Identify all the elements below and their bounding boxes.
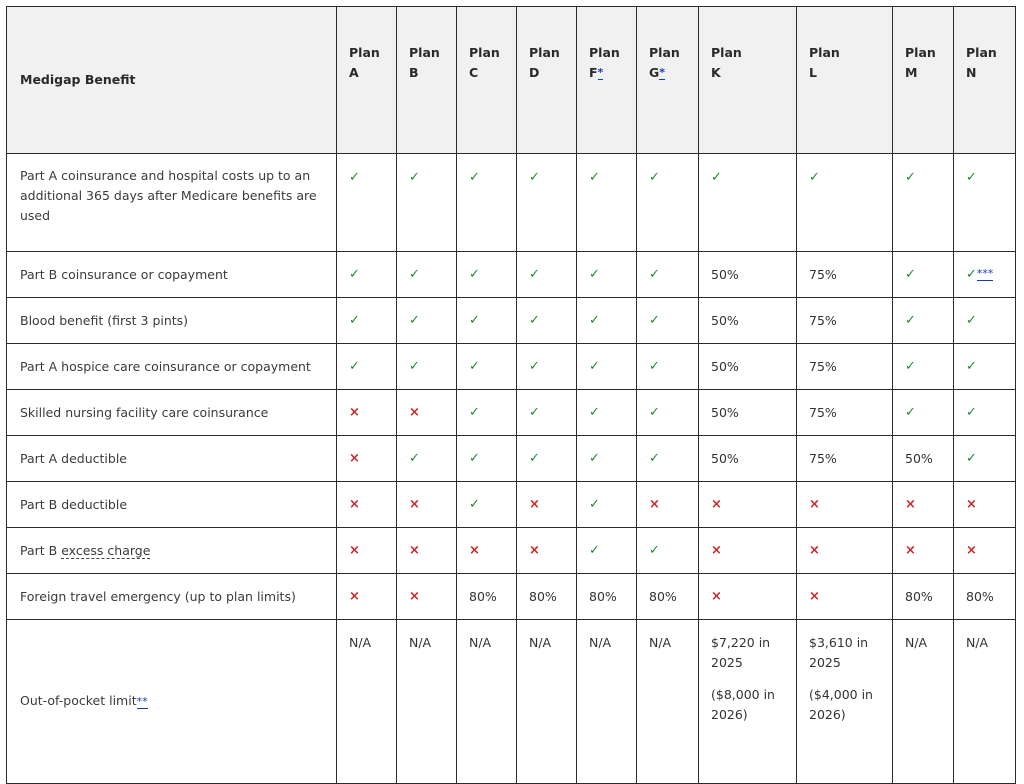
coverage-value: 75% <box>809 358 837 374</box>
benefit-label: Part B deductible <box>20 496 128 512</box>
check-icon: ✓ <box>409 267 420 282</box>
plan-cell <box>457 574 517 620</box>
benefit-cell <box>7 298 337 344</box>
plan-cell <box>577 298 637 344</box>
plan-cell <box>954 620 1016 784</box>
plan-cell <box>797 574 893 620</box>
plan-cell <box>954 528 1016 574</box>
plan-cell <box>637 344 699 390</box>
cross-icon: × <box>809 497 820 512</box>
plan-cell <box>893 620 954 784</box>
plan-header-letter: K <box>711 65 721 80</box>
cross-icon: × <box>905 497 916 512</box>
check-icon: ✓ <box>409 359 420 374</box>
plan-cell <box>893 390 954 436</box>
plan-header-letter: B <box>409 65 419 80</box>
cross-icon: × <box>966 543 977 558</box>
table-row <box>7 436 1016 482</box>
coverage-value: 50% <box>905 450 933 466</box>
limit-value: N/A <box>469 635 492 650</box>
plan-cell <box>397 574 457 620</box>
check-icon: ✓ <box>966 267 977 282</box>
check-icon: ✓ <box>589 313 600 328</box>
cross-icon: × <box>349 405 360 420</box>
plan-cell <box>699 154 797 252</box>
limit-value-next-year: ($8,000 in 2026) <box>711 687 775 722</box>
check-icon: ✓ <box>529 451 540 466</box>
coverage-value: 80% <box>469 588 497 604</box>
plan-header-letter: M <box>905 65 918 80</box>
cross-icon: × <box>349 451 360 466</box>
plan-footnote-link[interactable]: * <box>659 66 666 79</box>
plan-cell <box>577 436 637 482</box>
limit-value-next-year: ($4,000 in 2026) <box>809 687 873 722</box>
plan-cell <box>797 344 893 390</box>
plan-cell <box>337 298 397 344</box>
coverage-value: 80% <box>529 588 557 604</box>
limit-value: N/A <box>529 635 552 650</box>
coverage-value: 50% <box>711 404 739 420</box>
plan-column-header <box>797 7 893 154</box>
plan-footnote-link[interactable]: * <box>597 66 604 79</box>
coverage-value: 50% <box>711 358 739 374</box>
plan-cell <box>517 436 577 482</box>
cross-icon: × <box>966 497 977 512</box>
check-icon: ✓ <box>966 451 977 466</box>
check-icon: ✓ <box>529 267 540 282</box>
plan-column-header <box>637 7 699 154</box>
benefit-label: Skilled nursing facility care coinsurance <box>20 404 269 420</box>
cross-icon: × <box>469 543 480 558</box>
plan-cell <box>699 436 797 482</box>
check-icon: ✓ <box>966 405 977 420</box>
cross-icon: × <box>809 589 820 604</box>
plan-header-letter: A <box>349 65 359 80</box>
limit-value: N/A <box>966 635 989 650</box>
plan-cell <box>637 390 699 436</box>
plan-header-word: Plan <box>966 45 997 60</box>
plan-cell <box>637 482 699 528</box>
cross-icon: × <box>711 589 722 604</box>
benefit-cell <box>7 436 337 482</box>
plan-cell <box>457 390 517 436</box>
check-icon: ✓ <box>529 405 540 420</box>
table-row <box>7 620 1016 784</box>
check-icon: ✓ <box>966 170 977 185</box>
plan-cell <box>397 528 457 574</box>
cross-icon: × <box>409 589 420 604</box>
plan-cell <box>797 528 893 574</box>
plan-cell <box>337 574 397 620</box>
plan-cell <box>637 154 699 252</box>
table-row <box>7 574 1016 620</box>
plan-cell <box>457 298 517 344</box>
check-icon: ✓ <box>349 313 360 328</box>
plan-header-word: Plan <box>409 45 440 60</box>
check-icon: ✓ <box>905 170 916 185</box>
cross-icon: × <box>349 589 360 604</box>
plan-header-word: Plan <box>905 45 936 60</box>
plan-cell <box>893 344 954 390</box>
plan-cell <box>577 574 637 620</box>
check-icon: ✓ <box>905 405 916 420</box>
cross-icon: × <box>649 497 660 512</box>
plan-cell <box>457 482 517 528</box>
plan-cell <box>797 252 893 298</box>
plan-cell <box>337 252 397 298</box>
plan-cell <box>517 344 577 390</box>
plan-column-header <box>517 7 577 154</box>
plan-cell <box>797 482 893 528</box>
benefit-label: Part B <box>20 542 62 558</box>
plan-cell <box>954 390 1016 436</box>
check-icon: ✓ <box>529 170 540 185</box>
benefit-column-header <box>7 7 337 154</box>
header-row <box>7 7 1016 154</box>
plan-cell <box>699 344 797 390</box>
plan-cell <box>893 482 954 528</box>
plan-cell <box>397 436 457 482</box>
coverage-value: 50% <box>711 312 739 328</box>
plan-cell <box>893 574 954 620</box>
plan-cell <box>457 436 517 482</box>
plan-cell <box>699 482 797 528</box>
check-icon: ✓ <box>529 359 540 374</box>
cross-icon: × <box>409 405 420 420</box>
coverage-value: 75% <box>809 404 837 420</box>
plan-cell <box>637 298 699 344</box>
plan-cell <box>699 298 797 344</box>
plan-cell <box>954 154 1016 252</box>
plan-cell <box>397 390 457 436</box>
plan-header-word: Plan <box>711 45 742 60</box>
coverage-value: 80% <box>966 588 994 604</box>
plan-cell <box>797 436 893 482</box>
benefit-label: Foreign travel emergency (up to plan limits) <box>20 588 296 604</box>
plan-cell <box>517 574 577 620</box>
plan-cell <box>397 482 457 528</box>
limit-value: N/A <box>349 635 372 650</box>
cross-icon: × <box>905 543 916 558</box>
table-row <box>7 252 1016 298</box>
plan-cell <box>397 154 457 252</box>
plan-cell <box>954 574 1016 620</box>
benefit-label: Out-of-pocket limit <box>20 693 137 708</box>
plan-cell <box>577 154 637 252</box>
plan-cell <box>699 390 797 436</box>
cross-icon: × <box>349 543 360 558</box>
plan-cell <box>637 252 699 298</box>
plan-cell <box>517 390 577 436</box>
plan-cell <box>637 528 699 574</box>
plan-cell <box>337 154 397 252</box>
check-icon: ✓ <box>349 170 360 185</box>
check-icon: ✓ <box>966 313 977 328</box>
plan-cell <box>954 482 1016 528</box>
coverage-value: 50% <box>711 266 739 282</box>
plan-column-header <box>954 7 1016 154</box>
limit-value: N/A <box>409 635 432 650</box>
check-icon: ✓ <box>589 405 600 420</box>
glossary-term-link[interactable]: excess charge <box>61 542 151 558</box>
check-icon: ✓ <box>469 497 480 512</box>
coverage-value: 80% <box>649 588 677 604</box>
plan-cell <box>337 482 397 528</box>
check-icon: ✓ <box>469 359 480 374</box>
limit-value: $7,220 in 2025 <box>711 635 771 670</box>
plan-cell <box>577 252 637 298</box>
table-body <box>7 154 1016 784</box>
plan-header-letter: L <box>809 65 817 80</box>
plan-cell <box>457 344 517 390</box>
benefit-header-label: Medigap Benefit <box>20 72 136 87</box>
check-icon: ✓ <box>589 497 600 512</box>
check-icon: ✓ <box>966 359 977 374</box>
plan-cell <box>797 154 893 252</box>
benefit-label: Part A hospice care coinsurance or copayment <box>20 358 311 374</box>
plan-cell <box>577 390 637 436</box>
plan-cell <box>457 154 517 252</box>
plan-cell <box>637 620 699 784</box>
benefit-label: Part A coinsurance and hospital costs up to an additional 365 days after Medicare benefits are used <box>20 168 317 223</box>
plan-header-letter: N <box>966 65 977 80</box>
plan-cell <box>517 482 577 528</box>
cross-icon: × <box>349 497 360 512</box>
benefit-label: Part B coinsurance or copayment <box>20 266 228 282</box>
table-row <box>7 298 1016 344</box>
plan-header-letter: D <box>529 65 540 80</box>
plan-cell <box>337 620 397 784</box>
plan-column-header <box>577 7 637 154</box>
plan-header-letter: G <box>649 65 660 80</box>
plan-cell <box>637 436 699 482</box>
coverage-value: 75% <box>809 312 837 328</box>
check-icon: ✓ <box>711 170 722 185</box>
table-row <box>7 344 1016 390</box>
coverage-value: 80% <box>905 588 933 604</box>
table-row <box>7 482 1016 528</box>
table-row <box>7 390 1016 436</box>
coverage-value: 50% <box>711 450 739 466</box>
plan-cell <box>337 528 397 574</box>
coverage-value: 75% <box>809 450 837 466</box>
plan-cell <box>893 298 954 344</box>
plan-cell <box>699 574 797 620</box>
limit-value: N/A <box>649 635 672 650</box>
plan-column-header <box>457 7 517 154</box>
plan-cell <box>457 620 517 784</box>
plan-cell <box>337 436 397 482</box>
plan-cell <box>577 482 637 528</box>
benefit-cell <box>7 252 337 298</box>
plan-cell <box>517 528 577 574</box>
check-icon: ✓ <box>649 267 660 282</box>
plan-header-word: Plan <box>589 45 620 60</box>
plan-cell <box>699 528 797 574</box>
plan-header-word: Plan <box>529 45 560 60</box>
cross-icon: × <box>711 497 722 512</box>
table-row <box>7 528 1016 574</box>
benefit-cell <box>7 390 337 436</box>
plan-cell <box>337 344 397 390</box>
plan-cell <box>797 390 893 436</box>
check-icon: ✓ <box>469 313 480 328</box>
plan-cell <box>954 252 1016 298</box>
check-icon: ✓ <box>649 405 660 420</box>
check-icon: ✓ <box>649 170 660 185</box>
check-icon: ✓ <box>469 267 480 282</box>
plan-cell <box>954 298 1016 344</box>
table-row <box>7 154 1016 252</box>
plan-cell <box>893 154 954 252</box>
plan-cell <box>577 528 637 574</box>
check-icon: ✓ <box>809 170 820 185</box>
check-icon: ✓ <box>905 359 916 374</box>
benefit-cell <box>7 154 337 252</box>
check-icon: ✓ <box>589 451 600 466</box>
check-icon: ✓ <box>409 170 420 185</box>
plan-cell <box>699 252 797 298</box>
benefit-cell <box>7 574 337 620</box>
plan-header-word: Plan <box>809 45 840 60</box>
cross-icon: × <box>529 497 540 512</box>
plan-header-word: Plan <box>469 45 500 60</box>
cross-icon: × <box>711 543 722 558</box>
check-icon: ✓ <box>409 313 420 328</box>
plan-cell <box>893 436 954 482</box>
benefit-cell <box>7 344 337 390</box>
plan-column-header <box>893 7 954 154</box>
footnote-link[interactable]: ** <box>136 695 148 708</box>
plan-header-letter: F <box>589 65 598 80</box>
limit-value: $3,610 in 2025 <box>809 635 869 670</box>
cross-icon: × <box>809 543 820 558</box>
cross-icon: × <box>409 543 420 558</box>
plan-column-header <box>337 7 397 154</box>
plan-cell <box>577 620 637 784</box>
plan-cell <box>397 344 457 390</box>
plan-cell <box>893 528 954 574</box>
footnote-link[interactable]: *** <box>976 267 994 280</box>
plan-cell <box>893 252 954 298</box>
benefit-label: Blood benefit (first 3 pints) <box>20 312 189 328</box>
plan-cell <box>397 298 457 344</box>
medigap-comparison-table <box>6 6 1016 784</box>
check-icon: ✓ <box>589 543 600 558</box>
check-icon: ✓ <box>409 451 420 466</box>
check-icon: ✓ <box>649 451 660 466</box>
check-icon: ✓ <box>905 313 916 328</box>
benefit-cell <box>7 482 337 528</box>
plan-cell <box>637 574 699 620</box>
plan-cell <box>517 154 577 252</box>
check-icon: ✓ <box>469 451 480 466</box>
check-icon: ✓ <box>469 405 480 420</box>
check-icon: ✓ <box>469 170 480 185</box>
check-icon: ✓ <box>589 170 600 185</box>
check-icon: ✓ <box>529 313 540 328</box>
plan-cell <box>457 252 517 298</box>
check-icon: ✓ <box>649 543 660 558</box>
plan-header-word: Plan <box>649 45 680 60</box>
check-icon: ✓ <box>349 267 360 282</box>
plan-cell <box>954 436 1016 482</box>
plan-cell <box>699 620 797 784</box>
check-icon: ✓ <box>649 313 660 328</box>
check-icon: ✓ <box>905 267 916 282</box>
plan-cell <box>337 390 397 436</box>
check-icon: ✓ <box>349 359 360 374</box>
plan-cell <box>397 620 457 784</box>
plan-cell <box>797 298 893 344</box>
spacer <box>711 673 796 685</box>
benefit-cell <box>7 620 337 784</box>
plan-column-header <box>699 7 797 154</box>
plan-header-letter: C <box>469 65 479 80</box>
check-icon: ✓ <box>649 359 660 374</box>
plan-header-word: Plan <box>349 45 380 60</box>
cross-icon: × <box>409 497 420 512</box>
spacer <box>809 673 892 685</box>
coverage-value: 80% <box>589 588 617 604</box>
plan-cell <box>457 528 517 574</box>
plan-cell <box>954 344 1016 390</box>
limit-value: N/A <box>589 635 612 650</box>
plan-cell <box>797 620 893 784</box>
plan-cell <box>517 298 577 344</box>
benefit-cell <box>7 528 337 574</box>
plan-cell <box>517 620 577 784</box>
plan-cell <box>577 344 637 390</box>
plan-cell <box>517 252 577 298</box>
benefit-label: Part A deductible <box>20 450 128 466</box>
plan-column-header <box>397 7 457 154</box>
plan-cell <box>397 252 457 298</box>
coverage-value: 75% <box>809 266 837 282</box>
cross-icon: × <box>529 543 540 558</box>
check-icon: ✓ <box>589 359 600 374</box>
check-icon: ✓ <box>589 267 600 282</box>
limit-value: N/A <box>905 635 928 650</box>
